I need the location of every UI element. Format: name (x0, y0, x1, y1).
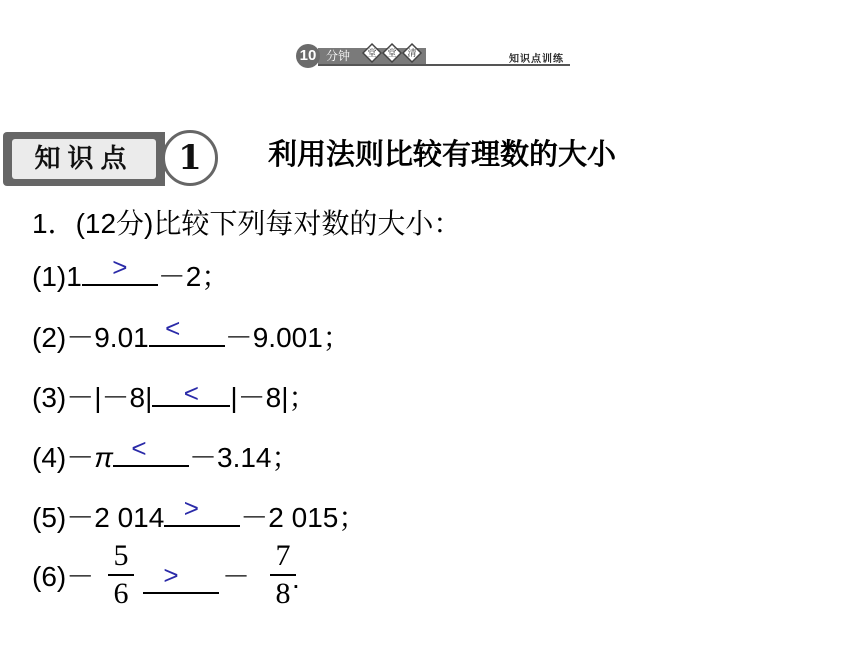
knowledge-point-label: 知识点 (12, 139, 156, 179)
header-section-title: 知识点训练 (509, 54, 564, 65)
item-prefix: (5)－2 014 (32, 502, 165, 533)
answer-blank (143, 592, 219, 594)
knowledge-point-title: 利用法则比较有理数的大小 (268, 139, 617, 171)
answer-mark: < (165, 313, 181, 343)
fraction-numerator: 7 (275, 539, 291, 572)
header-diamonds (362, 42, 428, 64)
question-item-2 (32, 313, 351, 355)
item-suffix: －3.14； (189, 442, 300, 473)
item-prefix: (4)－ (32, 442, 95, 473)
fraction-5-6 (108, 540, 134, 610)
diamond-char-3: 清 (407, 49, 417, 59)
item-prefix: (2)－9.01 (32, 322, 149, 353)
item-suffix: |－8|； (230, 382, 317, 413)
question-item-5 (32, 493, 367, 535)
answer-mark: > (163, 560, 179, 590)
answer-mark: < (131, 433, 147, 463)
header-badge-unit: 分钟 (326, 49, 351, 63)
header-badge-number: 10 (296, 44, 320, 68)
fraction-bar (108, 574, 134, 576)
answer-blank (149, 313, 225, 347)
answer-blank (164, 493, 240, 527)
diamond-char-1: 堂 (367, 49, 377, 59)
answer-mark: > (112, 252, 128, 282)
question-text: 1．(12分)比较下列每对数的大小： (32, 208, 462, 239)
item-prefix: (1)1 (32, 261, 82, 292)
fraction-denominator: 8 (275, 577, 291, 610)
diamond-char-2: 堂 (387, 49, 397, 59)
answer-mark: > (183, 493, 199, 523)
question-item-1 (32, 252, 230, 294)
item-suffix: －2 015； (240, 502, 367, 533)
answer-blank (152, 378, 230, 407)
fraction-numerator: 5 (113, 539, 129, 572)
item-minus: － (222, 561, 251, 592)
answer-blank (82, 252, 158, 286)
knowledge-point-number: 1 (162, 130, 218, 186)
question-item-6-prefix: (6)－ (32, 561, 95, 592)
item-suffix: －2； (157, 261, 230, 292)
item-end-period: . (292, 563, 300, 594)
pi-symbol: π (94, 442, 113, 473)
question-item-4 (32, 433, 300, 475)
question-item-3 (32, 378, 316, 415)
item-prefix: (3)－|－8| (32, 382, 153, 413)
fraction-denominator: 6 (113, 577, 129, 610)
answer-blank (113, 433, 189, 467)
answer-mark: < (183, 378, 199, 408)
item-suffix: －9.001； (224, 322, 351, 353)
